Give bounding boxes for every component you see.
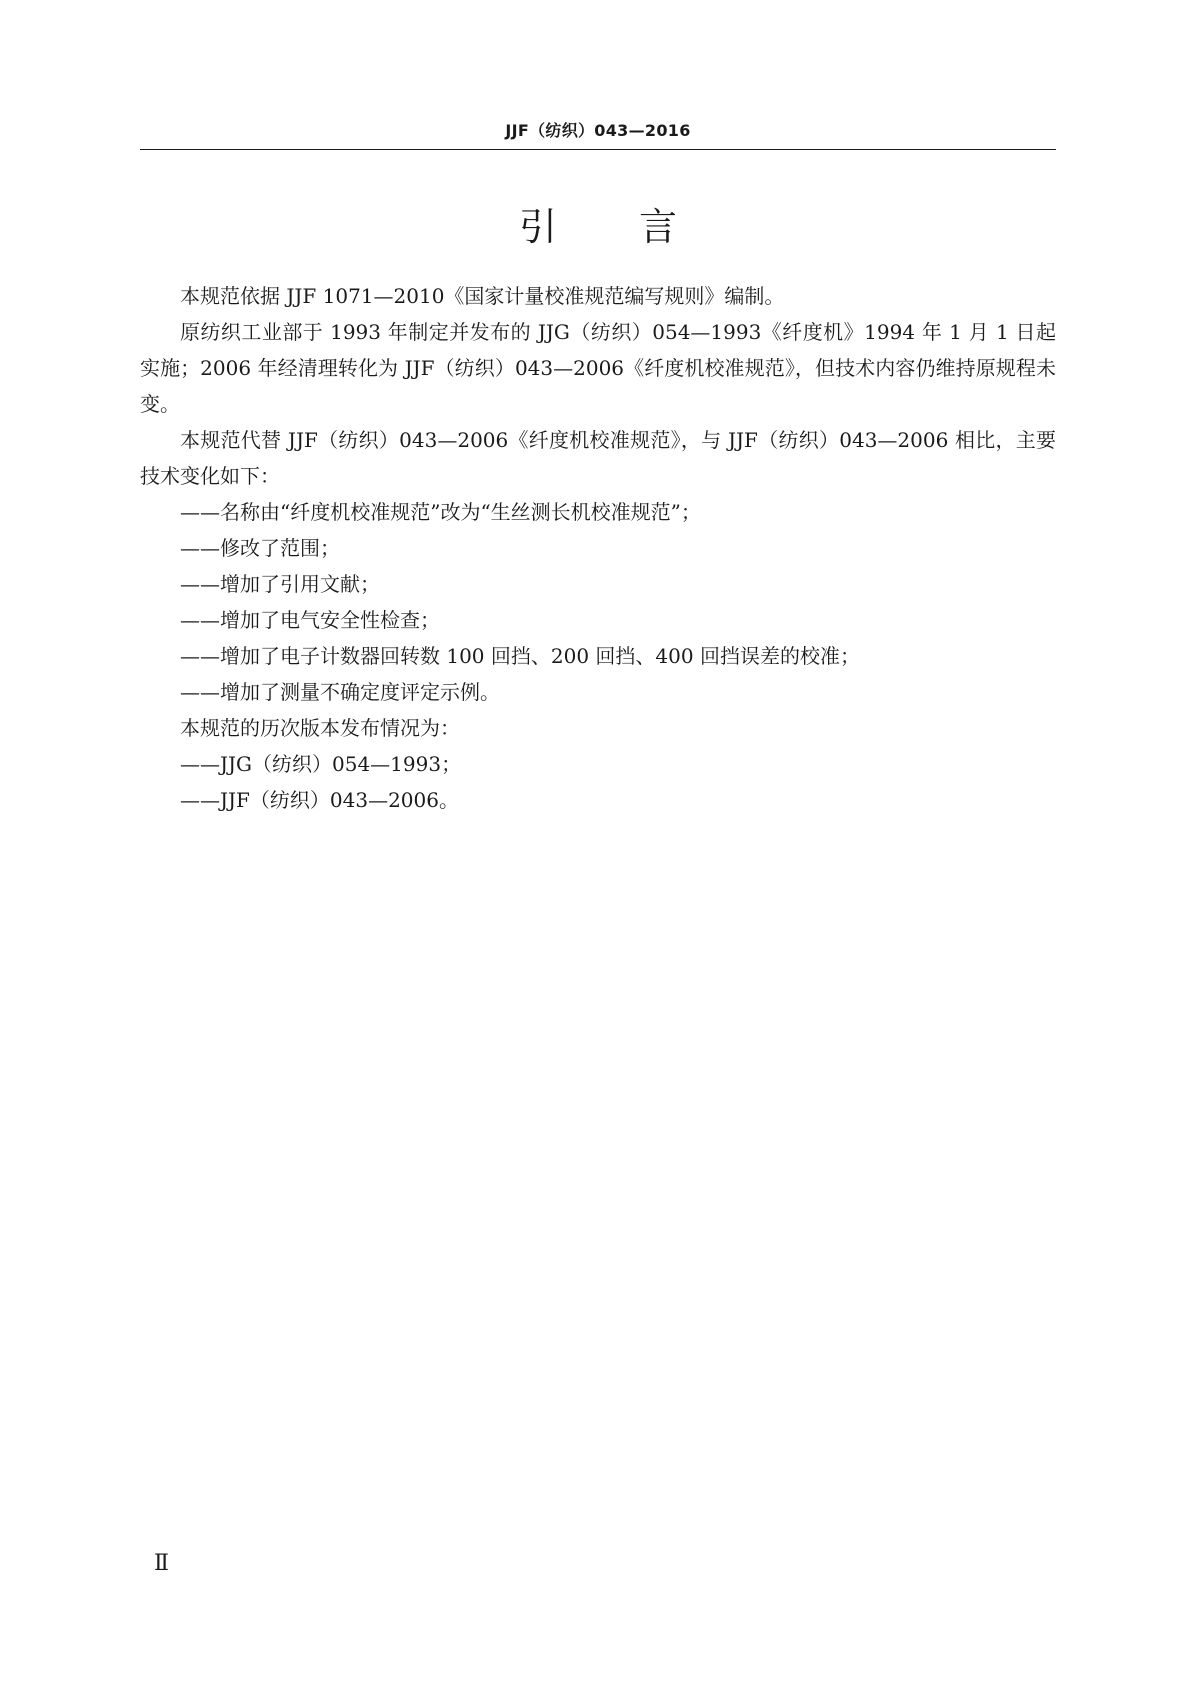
change-item: ——增加了电气安全性检查； <box>180 608 440 632</box>
change-item: ——修改了范围； <box>180 536 340 560</box>
body-text <box>140 278 1056 818</box>
section-title: 引言 <box>518 205 759 249</box>
history-item: ——JJF（纺织）043—2006。 <box>180 788 459 812</box>
document-code-header: JJF（纺织）043—2016 <box>505 121 691 140</box>
paragraph-replacement: 本规范代替 JJF（纺织）043—2006《纤度机校准规范》，与 JJF（纺织）043—2006 相比，主要技术变化如下： <box>140 428 1056 488</box>
header-divider <box>140 149 1056 150</box>
paragraph-background: 原纺织工业部于 1993 年制定并发布的 JJG（纺织）054—1993《纤度机》1994 年 1 月 1 日起实施；2006 年经清理转化为 JJF（纺织）043—2006《纤度机校准规范》，但技术内容仍维持原规程未变。 <box>140 320 1056 416</box>
change-item: ——增加了引用文献； <box>180 572 380 596</box>
history-item: ——JJG（纺织）054—1993； <box>180 752 462 776</box>
paragraph-history-intro: 本规范的历次版本发布情况为： <box>180 716 460 740</box>
change-item: ——增加了电子计数器回转数 100 回挡、200 回挡、400 回挡误差的校准； <box>180 644 860 668</box>
page-number: Ⅱ <box>154 1551 169 1576</box>
change-item: ——名称由“纤度机校准规范”改为“生丝测长机校准规范”； <box>180 500 701 524</box>
change-item: ——增加了测量不确定度评定示例。 <box>180 680 500 704</box>
paragraph-basis: 本规范依据 JJF 1071—2010《国家计量校准规范编写规则》编制。 <box>180 284 785 308</box>
